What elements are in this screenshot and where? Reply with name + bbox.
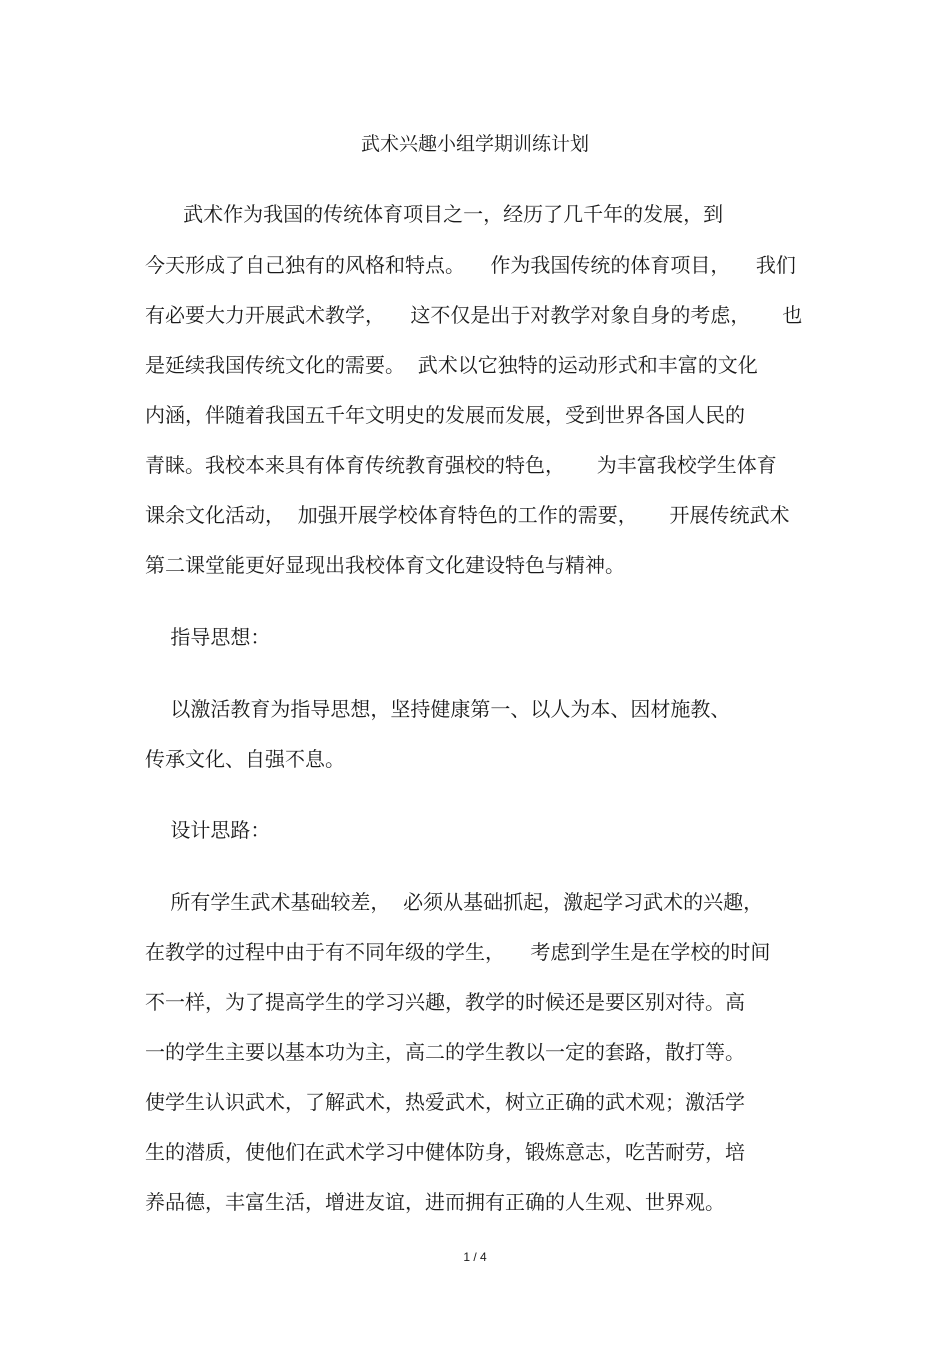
design-line-4: 一的学生主要以基本功为主，高二的学生教以一定的套路，散打等。 (145, 1040, 745, 1064)
design-line-6: 生的潜质，使他们在武术学习中健体防身，锻炼意志，吃苦耐劳，培 (145, 1140, 745, 1164)
document-title: 武术兴趣小组学期训练计划 (360, 133, 589, 155)
intro-line-6: 青睐。我校本来具有体育传统教育强校的特色， 为丰富我校学生体育 (145, 453, 777, 477)
design-line-5: 使学生认识武术，了解武术，热爱武术，树立正确的武术观；激活学 (145, 1090, 745, 1114)
guiding-line-2: 传承文化、自强不息。 (145, 747, 345, 771)
page-number: 1 / 4 (463, 1250, 487, 1264)
guiding-line-1: 以激活教育为指导思想，坚持健康第一、以人为本、因材施教、 (145, 697, 731, 721)
design-line-1: 所有学生武术基础较差， 必须从基础抓起，激起学习武术的兴趣， (145, 890, 764, 914)
design-line-7: 养品德，丰富生活，增进友谊，进而拥有正确的人生观、世界观。 (145, 1190, 725, 1214)
intro-line-2: 今天形成了自己独有的风格和特点。 作为我国传统的体育项目， 我们 (145, 253, 796, 277)
design-line-3: 不一样，为了提高学生的学习兴趣，教学的时候还是要区别对待。高 (145, 990, 745, 1014)
guiding-heading: 指导思想： (145, 625, 271, 649)
design-line-2: 在教学的过程中由于有不同年级的学生， 考虑到学生是在学校的时间 (145, 940, 771, 964)
intro-line-7: 课余文化活动， 加强开展学校体育特色的工作的需要， 开展传统武术 (145, 503, 790, 527)
intro-line-1: 武术作为我国的传统体育项目之一，经历了几千年的发展，到 (145, 202, 724, 226)
intro-line-5: 内涵，伴随着我国五千年文明史的发展而发展，受到世界各国人民的 (145, 403, 745, 427)
intro-line-3: 有必要大力开展武术教学， 这不仅是出于对教学对象自身的考虑， 也 (145, 303, 803, 327)
design-heading: 设计思路： (145, 818, 271, 842)
intro-line-4: 是延续我国传统文化的需要。 武术以它独特的运动形式和丰富的文化 (145, 353, 758, 377)
intro-line-8: 第二课堂能更好显现出我校体育文化建设特色与精神。 (145, 553, 625, 577)
